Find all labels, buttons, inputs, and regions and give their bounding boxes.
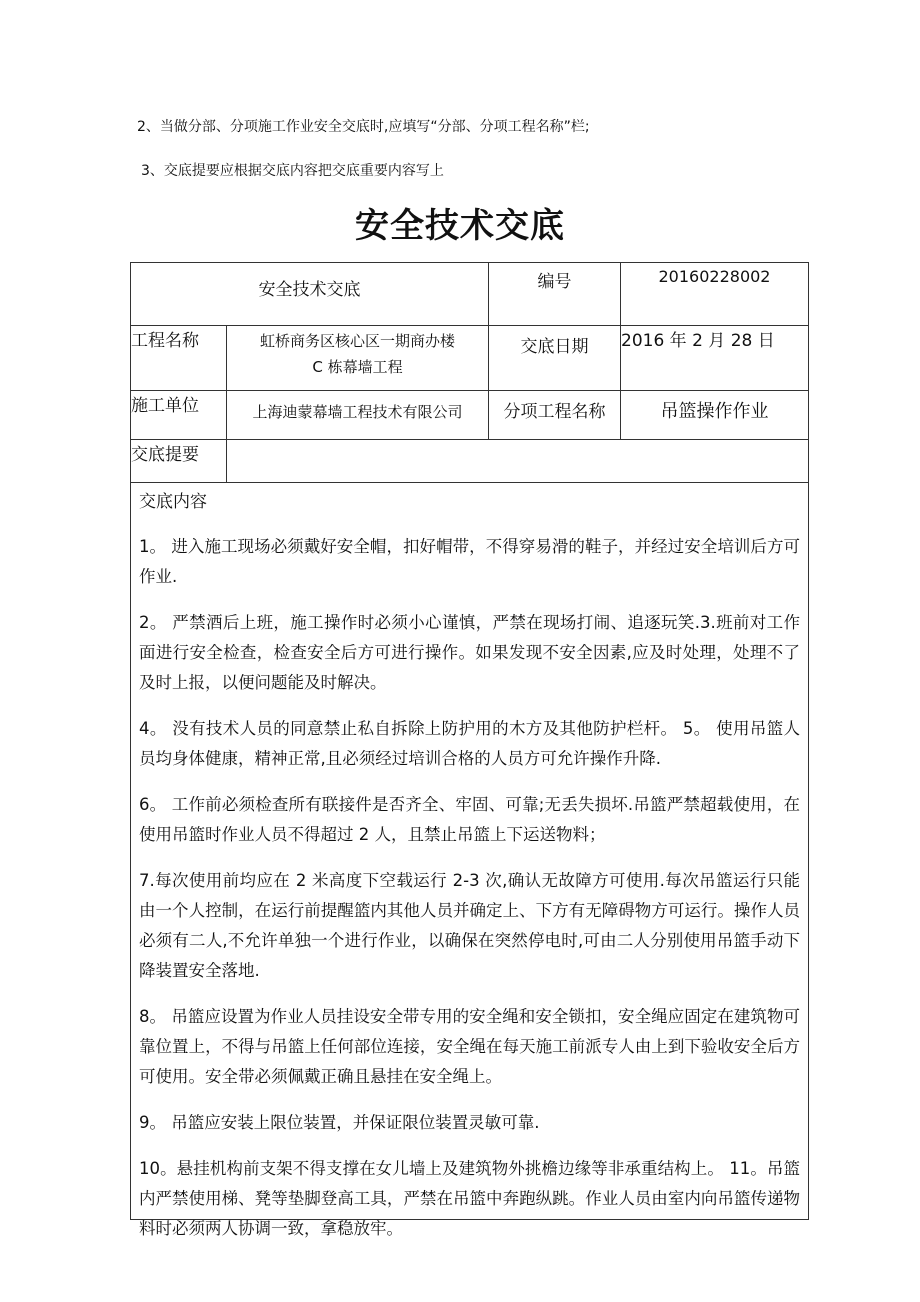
sub-value-cell xyxy=(621,391,809,440)
unit-value: 上海迪蒙幕墙工程技术有限公司 xyxy=(252,403,463,421)
form-header-label: 安全技术交底 xyxy=(258,280,361,300)
number-value-cell xyxy=(621,263,809,326)
sub-label-cell xyxy=(489,391,621,440)
form-header-cell xyxy=(131,263,489,326)
content-item-9: 9。 吊篮应安装上限位装置，并保证限位装置灵敏可靠. xyxy=(139,1113,540,1132)
date-label: 交底日期 xyxy=(520,337,589,357)
summary-value-cell xyxy=(227,440,809,483)
content-item-2: 2。 严禁酒后上班，施工操作时必须小心谨慎，严禁在现场打闹、追逐玩笑.3.班前对工作面进行安全检查，检查安全后方可进行操作。如果发现不安全因素,应及时处理，处理不了及时上报，以便问题能及时解决。 xyxy=(139,613,800,692)
number-label-cell xyxy=(489,263,621,326)
unit-value-cell xyxy=(227,391,489,440)
content-item-8: 8。 吊篮应设置为作业人员挂设安全带专用的安全绳和安全锁扣，安全绳应固定在建筑物可靠位置上，不得与吊篮上任何部位连接，安全绳在每天施工前派专人由上到下验收安全后方可使用。安全带必须佩戴正确且悬挂在安全绳上。 xyxy=(139,1007,800,1086)
summary-label: 交底提要 xyxy=(131,445,199,465)
sub-label: 分项工程名称 xyxy=(503,402,606,422)
date-value-cell xyxy=(621,326,809,391)
project-label: 工程名称 xyxy=(131,331,199,351)
content-item-1: 1。 进入施工现场必须戴好安全帽，扣好帽带，不得穿易滑的鞋子，并经过安全培训后方可作业. xyxy=(139,537,800,586)
content-cell xyxy=(131,483,809,1238)
date-value: 2016 年 2 月 28 日 xyxy=(621,331,775,351)
summary-label-cell xyxy=(131,440,227,483)
disclosure-form-table xyxy=(130,262,809,1238)
content-label: 交底内容 xyxy=(139,492,207,512)
project-label-cell xyxy=(131,326,227,391)
document-title: 安全技术交底 xyxy=(355,206,565,246)
number-value: 20160228002 xyxy=(658,267,771,286)
project-value-cell xyxy=(227,326,489,391)
unit-label: 施工单位 xyxy=(131,396,199,416)
content-item-7: 7.每次使用前均应在 2 米高度下空载运行 2-3 次,确认无故障方可使用.每次吊篮运行只能由一个人控制，在运行前提醒篮内其他人员并确定上、下方有无障碍物方可运行。操作人员必须有二人,不允许单独一个进行作业，以确保在突然停电时,可由二人分别使用吊篮手动下降装置安全落地. xyxy=(139,871,800,980)
content-item-4: 4。 没有技术人员的同意禁止私自拆除上防护用的木方及其他防护栏杆。 5。 使用吊篮人员均身体健康，精神正常,且必须经过培训合格的人员方可允许操作升降. xyxy=(139,719,800,768)
number-label: 编号 xyxy=(537,272,572,292)
content-item-6: 6。 工作前必须检查所有联接件是否齐全、牢固、可靠;无丢失损坏.吊篮严禁超载使用，在使用吊篮时作业人员不得超过 2 人，且禁止吊篮上下运送物料； xyxy=(139,795,800,844)
instruction-note-2: 2、当做分部、分项施工作业安全交底时,应填写“分部、分项工程名称”栏; xyxy=(137,119,590,135)
date-label-cell xyxy=(489,326,621,391)
content-item-10: 10。悬挂机构前支架不得支撑在女儿墙上及建筑物外挑檐边缘等非承重结构上。 11。吊篮内严禁使用梯、凳等垫脚登高工具，严禁在吊篮中奔跑纵跳。作业人员由室内向吊篮传递物料时必须两人协调一致，拿稳放牢。 xyxy=(139,1159,800,1238)
instruction-note-3: 3、交底提要应根据交底内容把交底重要内容写上 xyxy=(141,163,444,179)
unit-label-cell xyxy=(131,391,227,440)
sub-value: 吊篮操作作业 xyxy=(660,401,769,422)
project-value: 虹桥商务区核心区一期商办楼 C 栋幕墙工程 xyxy=(259,332,455,376)
